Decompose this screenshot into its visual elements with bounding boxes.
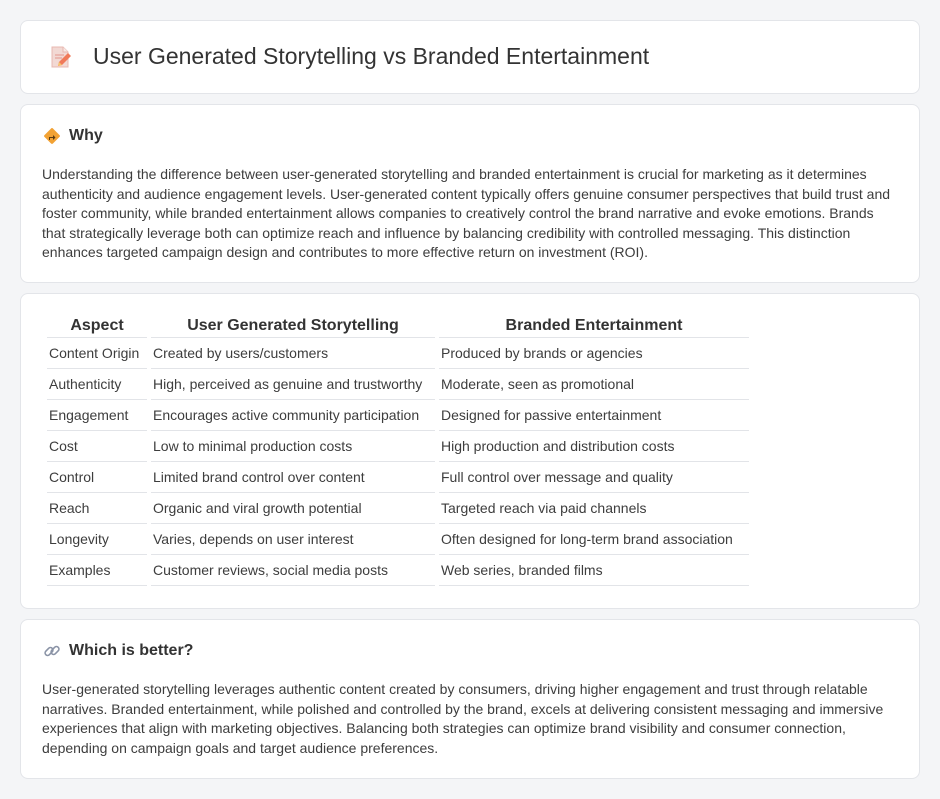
cell-branded: Web series, branded films <box>439 555 749 586</box>
why-card <box>20 104 920 283</box>
cell-aspect: Engagement <box>47 400 147 431</box>
cell-user-generated: High, perceived as genuine and trustworthy <box>151 369 435 400</box>
table-row <box>47 524 749 555</box>
table-row <box>47 400 749 431</box>
cell-user-generated: Organic and viral growth potential <box>151 493 435 524</box>
title-card <box>20 20 920 94</box>
table-row <box>47 369 749 400</box>
cell-user-generated: Created by users/customers <box>151 338 435 369</box>
table-row <box>47 431 749 462</box>
table-header-row <box>47 314 749 338</box>
cell-user-generated: Encourages active community participation <box>151 400 435 431</box>
better-heading-row <box>43 642 193 660</box>
better-heading: Which is better? <box>69 642 194 659</box>
cell-branded: Targeted reach via paid channels <box>439 493 749 524</box>
header-branded: Branded Entertainment <box>439 314 749 338</box>
cell-user-generated: Limited brand control over content <box>151 462 435 493</box>
comparison-table <box>43 314 753 586</box>
cell-aspect: Reach <box>47 493 147 524</box>
link-icon <box>43 642 61 660</box>
diamond-sign-icon <box>43 127 61 145</box>
cell-branded: Moderate, seen as promotional <box>439 369 749 400</box>
why-text: Understanding the difference between user-generated storytelling and branded entertainment is crucial for marketing as it determines authenticity and audience engagement levels. User-generated content typically offers genuine consumer perspectives that build trust and foster community, while branded entertainment allows companies to creatively control the brand narrative and evoke emotions. Brands that strategically leverage both can optimize reach and influence by balancing credibility with controlled messaging. This distinction enhances targeted campaign design and contributes to more effective return on investment (ROI). <box>42 166 891 260</box>
table-row <box>47 338 749 369</box>
table-row <box>47 493 749 524</box>
cell-aspect: Longevity <box>47 524 147 555</box>
why-heading-row <box>43 127 103 145</box>
better-text: User-generated storytelling leverages authentic content created by consumers, driving higher engagement and trust through relatable narratives. Branded entertainment, while polished and controlled by the brand, excels at delivering consistent messaging and immersive experiences that align with marketing objectives. Balancing both strategies can optimize brand visibility and consumer connection, depending on campaign goals and target audience preferences. <box>42 681 884 756</box>
cell-aspect: Control <box>47 462 147 493</box>
table-row <box>47 462 749 493</box>
why-heading: Why <box>69 127 103 144</box>
document-pencil-icon <box>47 44 73 70</box>
cell-branded: High production and distribution costs <box>439 431 749 462</box>
cell-branded: Designed for passive entertainment <box>439 400 749 431</box>
cell-aspect: Authenticity <box>47 369 147 400</box>
cell-aspect: Cost <box>47 431 147 462</box>
comparison-card <box>20 293 920 609</box>
cell-aspect: Content Origin <box>47 338 147 369</box>
cell-user-generated: Low to minimal production costs <box>151 431 435 462</box>
cell-branded: Full control over message and quality <box>439 462 749 493</box>
title-row <box>47 43 649 70</box>
header-aspect: Aspect <box>47 314 147 338</box>
header-user-generated: User Generated Storytelling <box>151 314 435 338</box>
cell-aspect: Examples <box>47 555 147 586</box>
table-row <box>47 555 749 586</box>
cell-user-generated: Varies, depends on user interest <box>151 524 435 555</box>
which-better-card <box>20 619 920 779</box>
cell-user-generated: Customer reviews, social media posts <box>151 555 435 586</box>
cell-branded: Produced by brands or agencies <box>439 338 749 369</box>
page-title: User Generated Storytelling vs Branded Entertainment <box>93 43 650 69</box>
cell-branded: Often designed for long-term brand association <box>439 524 749 555</box>
